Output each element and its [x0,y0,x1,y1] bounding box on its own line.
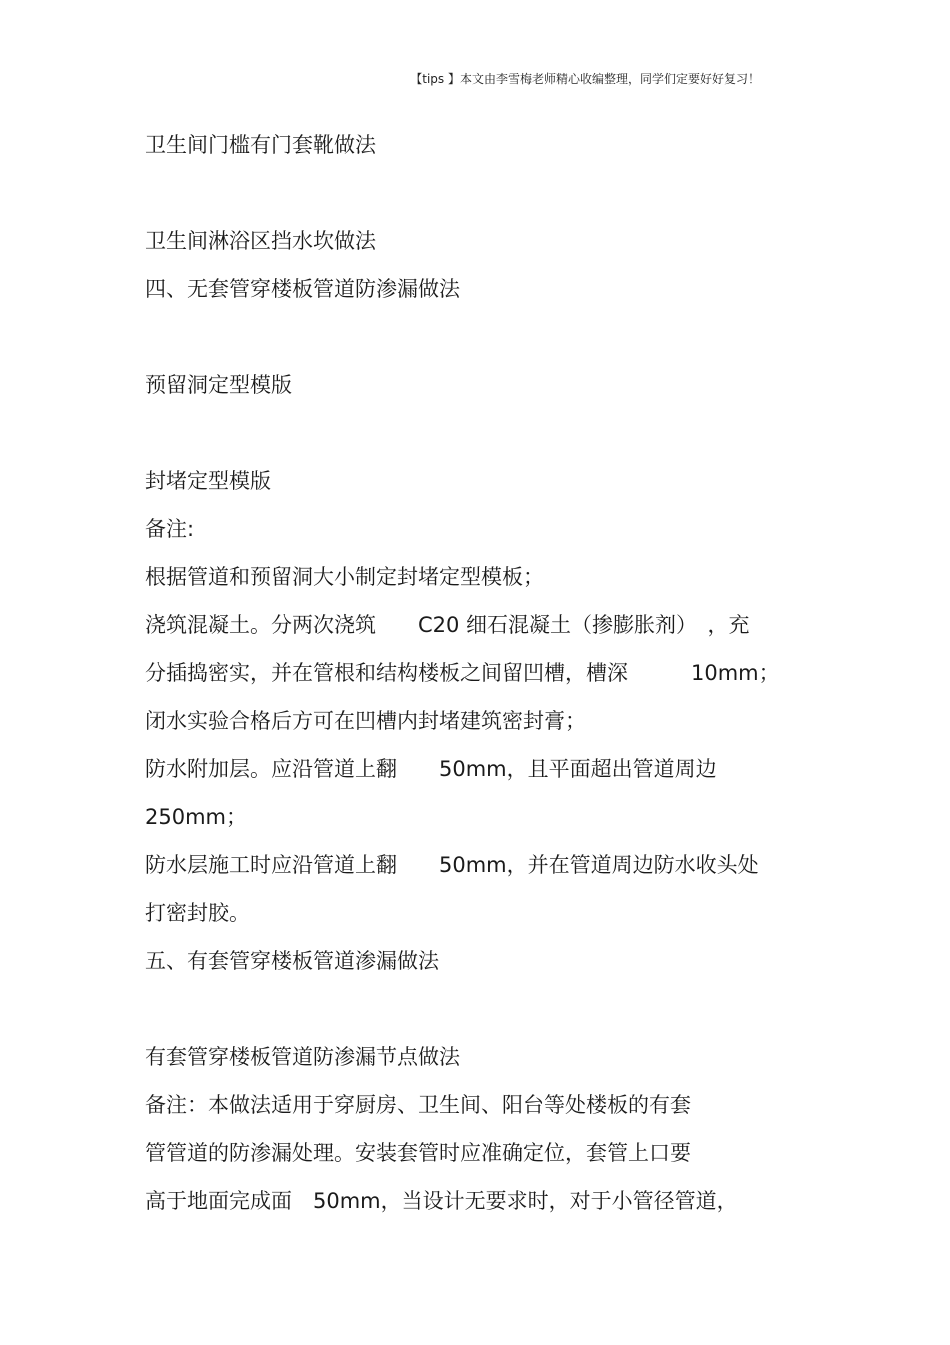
text-line: 250mm； [145,805,247,829]
text-line: 管管道的防渗漏处理。安装套管时应准确定位，套管上口要 [145,1141,691,1165]
text-line: 卫生间淋浴区挡水坎做法 [145,229,376,253]
text-line: 分插捣密实，并在管根和结构楼板之间留凹槽，槽深 10mm； [145,661,780,685]
text-line: 防水层施工时应沿管道上翻 50mm，并在管道周边防水收头处 [145,853,759,877]
text-line: 浇筑混凝土。分两次浇筑 C20 细石混凝土（掺膨胀剂） ，充 [145,613,750,637]
text-line: 卫生间门槛有门套靴做法 [145,133,376,157]
text-line: 备注：本做法适用于穿厨房、卫生间、阳台等处楼板的有套 [145,1093,691,1117]
text-line: 防水附加层。应沿管道上翻 50mm，且平面超出管道周边 [145,757,717,781]
text-line: 高于地面完成面 50mm，当设计无要求时，对于小管径管道， [145,1189,738,1213]
text-line: 闭水实验合格后方可在凹槽内封堵建筑密封膏； [145,709,586,733]
text-line: 封堵定型模版 [145,469,271,493]
tips-header: 【tips 】本文由李雪梅老师精心收编整理，同学们定要好好复习！ [410,72,760,86]
section-heading: 四、无套管穿楼板管道防渗漏做法 [145,277,460,301]
text-line: 根据管道和预留洞大小制定封堵定型模板； [145,565,544,589]
section-heading: 五、有套管穿楼板管道渗漏做法 [145,949,439,973]
text-line: 打密封胶。 [145,901,250,925]
text-line: 预留洞定型模版 [145,373,292,397]
text-line: 有套管穿楼板管道防渗漏节点做法 [145,1045,460,1069]
note-label: 备注: [145,517,195,541]
